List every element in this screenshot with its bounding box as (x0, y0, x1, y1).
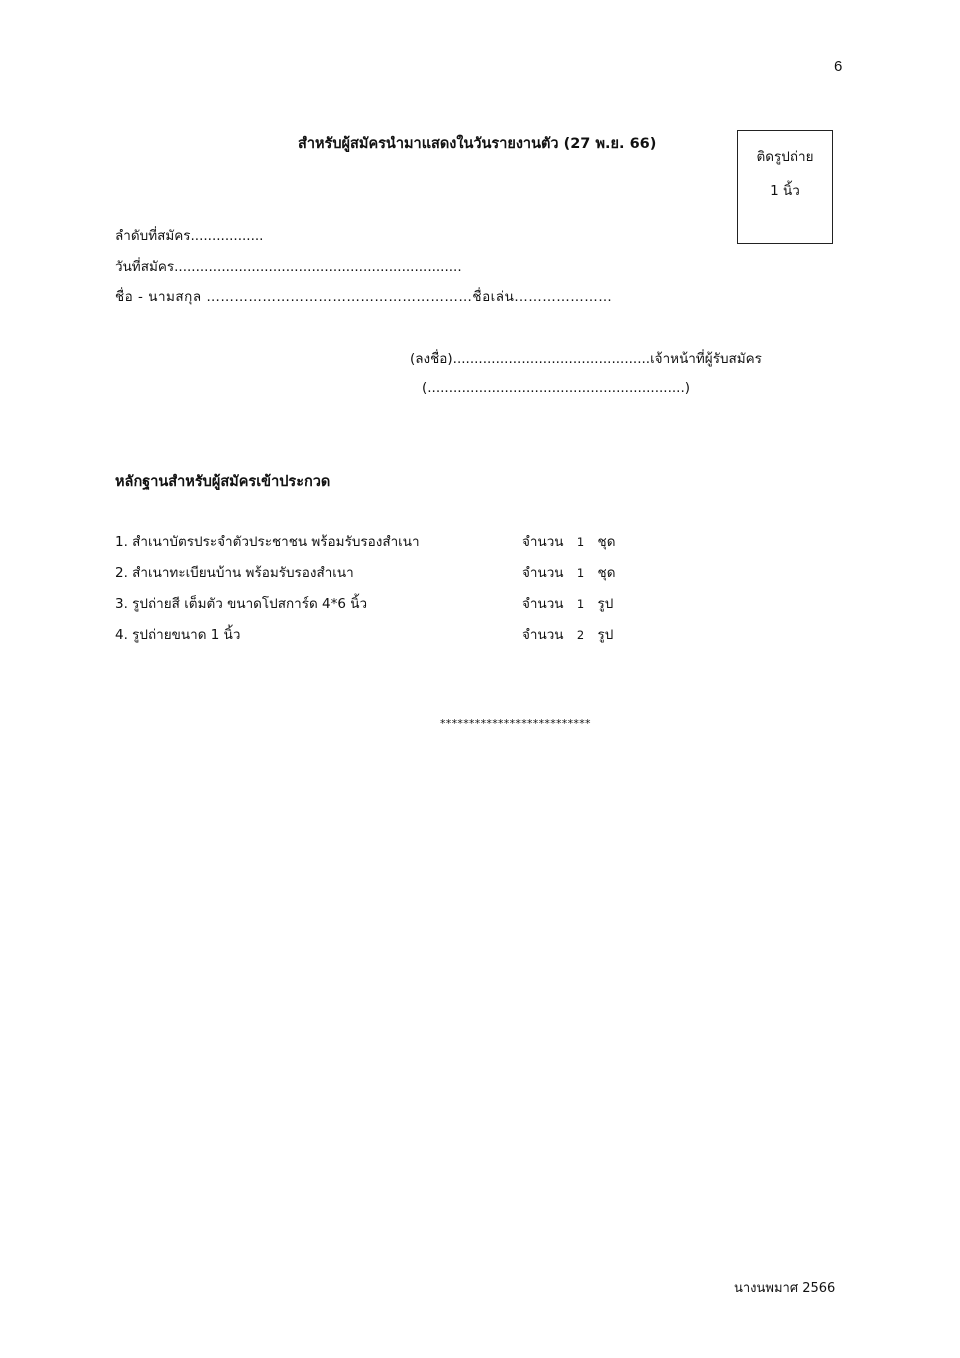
quantity-label: จำนวน (522, 565, 564, 581)
quantity-value: 1 (576, 535, 585, 549)
evidence-item-text: 4. รูปถ่ายขนาด 1 นิ้ว (115, 627, 241, 643)
evidence-item-text: 1. สำเนาบัตรประจำตัวประชาชน พร้อมรับรองสำเนา (115, 534, 420, 550)
signature-line: (ลงชื่อ)..............................................เจ้าหน้าที่ผู้รับสมัคร (410, 351, 762, 367)
document-title: สำหรับผู้สมัครนำมาแสดงในวันรายงานตัว (27 พ.ย. 66) (298, 136, 657, 152)
quantity-label: จำนวน (522, 534, 564, 550)
evidence-item-quantity (522, 623, 613, 645)
name-nickname-field: ชื่อ - นามสกุล …………………………………………………ชื่อเล่น………………… (115, 289, 613, 305)
photo-placeholder-box (737, 130, 833, 244)
evidence-item-quantity (522, 530, 615, 552)
quantity-value: 1 (576, 566, 585, 580)
photo-box-label: ติดรูปถ่าย (756, 149, 814, 165)
separator-stars: ************************** (440, 717, 591, 730)
evidence-heading: หลักฐานสำหรับผู้สมัครเข้าประกวด (115, 474, 331, 490)
signature-name-line: (............................................................) (422, 380, 691, 396)
evidence-item-quantity (522, 592, 613, 614)
quantity-unit: ชุด (597, 565, 616, 581)
evidence-item-text: 3. รูปถ่ายสี เต็มตัว ขนาดโปสการ์ด 4*6 นิ้ว (115, 596, 368, 612)
apply-date-field: วันที่สมัคร................................................................... (115, 259, 462, 275)
page-number: 6 (834, 58, 843, 75)
quantity-label: จำนวน (522, 596, 564, 612)
quantity-unit: รูป (597, 627, 614, 643)
footer-text: นางนพมาศ 2566 (734, 1281, 836, 1296)
evidence-item-text: 2. สำเนาทะเบียนบ้าน พร้อมรับรองสำเนา (115, 565, 354, 581)
quantity-value: 1 (576, 597, 585, 611)
quantity-value: 2 (576, 628, 585, 642)
applicant-number-field: ลำดับที่สมัคร................. (115, 228, 264, 244)
quantity-unit: ชุด (597, 534, 616, 550)
quantity-label: จำนวน (522, 627, 564, 643)
quantity-unit: รูป (597, 596, 614, 612)
photo-box-size: 1 นิ้ว (770, 183, 800, 199)
evidence-item-quantity (522, 561, 615, 583)
